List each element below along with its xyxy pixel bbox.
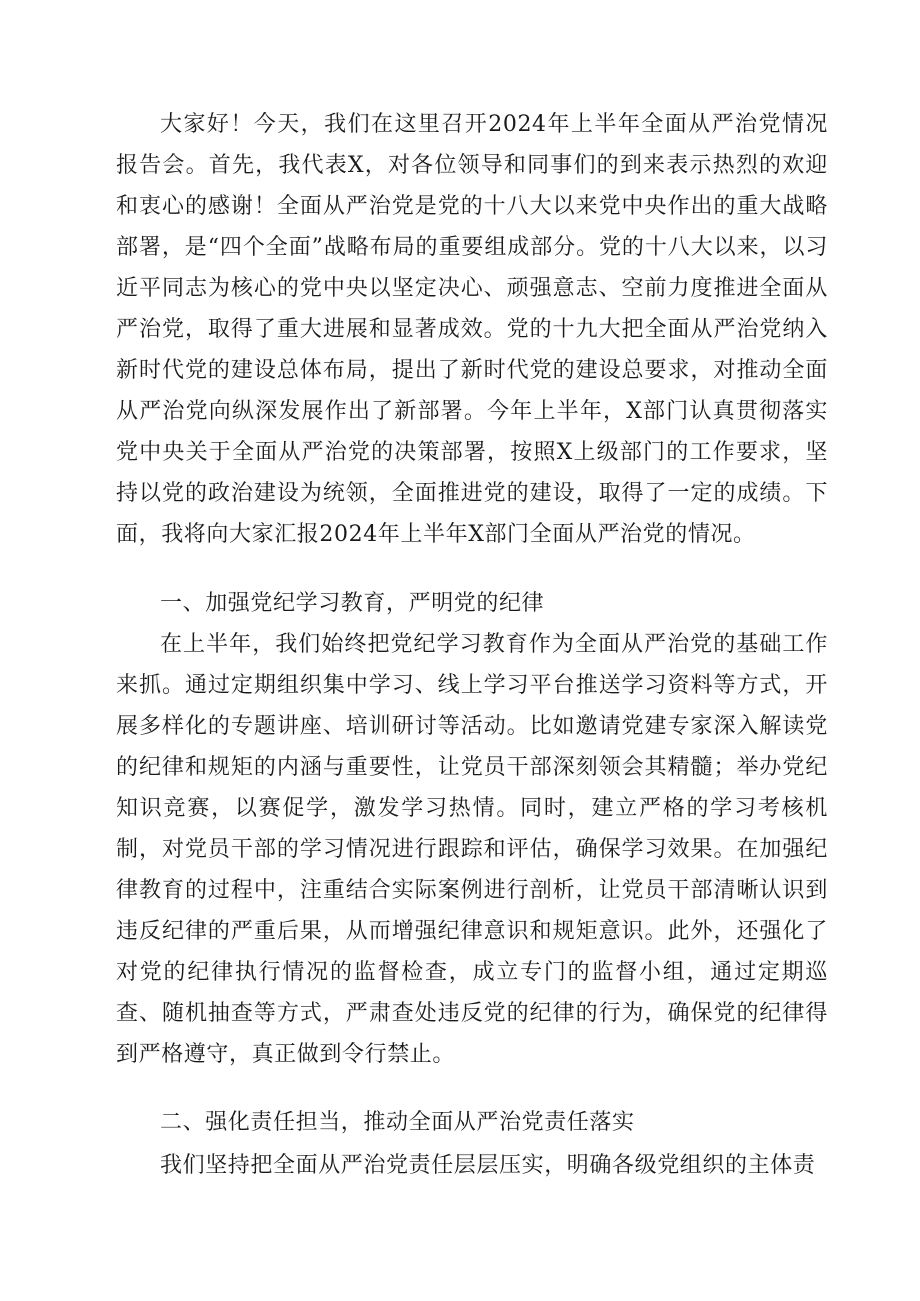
section-one-heading: 一、加强党纪学习教育，严明党的纪律	[160, 591, 545, 616]
section-one-paragraph: 在上半年，我们始终把党纪学习教育作为全面从严治党的基础工作来抓。通过定期组织集中学习、线上学习平台推送学习资料等方式，开展多样化的专题讲座、培训研讨等活动。比如邀请党建专家深入解读党的纪律和规矩的内涵与重要性，让党员干部深刻领会其精髓；举办党纪知识竞赛，以赛促学，激发学习热情。同时，建立严格的学习考核机制，对党员干部的学习情况进行跟踪和评估，确保学习效果。在加强纪律教育的过程中，注重结合实际案例进行剖析，让党员干部清晰认识到违反纪律的严重后果，从而增强纪律意识和规矩意识。此外，还强化了对党的纪律执行情况的监督检查，成立专门的监督小组，通过定期巡查、随机抽查等方式，严肃查处违反党的纪律的行为，确保党的纪律得到严格遵守，真正做到令行禁止。	[116, 632, 828, 1067]
intro-paragraph: 大家好！今天，我们在这里召开2024年上半年全面从严治党情况报告会。首先，我代表X，对各位领导和同事们的到来表示热烈的欢迎和衷心的感谢！全面从严治党是党的十八大以来党中央作出的重大战略部署，是“四个全面”战略布局的重要组成部分。党的十八大以来，以习近平同志为核心的党中央以坚定决心、顽强意志、空前力度推进全面从严治党，取得了重大进展和显著成效。党的十九大把全面从严治党纳入新时代党的建设总体布局，提出了新时代党的建设总要求，对推动全面从严治党向纵深发展作出了新部署。今年上半年，X部门认真贯彻落实党中央关于全面从严治党的决策部署，按照X上级部门的工作要求，坚持以党的政治建设为统领，全面推进党的建设，取得了一定的成绩。下面，我将向大家汇报2024年上半年X部门全面从严治党的情况。	[116, 112, 828, 547]
section-two-heading: 二、强化责任担当，推动全面从严治党责任落实	[160, 1110, 635, 1135]
section-two-paragraph: 我们坚持把全面从严治党责任层层压实，明确各级党组织的主体责	[160, 1153, 816, 1178]
